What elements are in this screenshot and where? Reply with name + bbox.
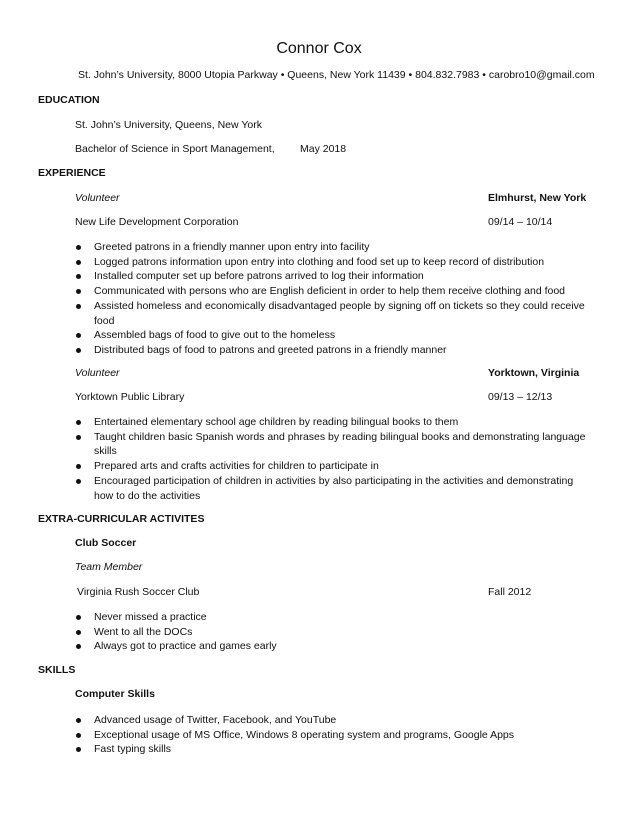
list-item: Assembled bags of food to give out to the homeless: [75, 328, 590, 343]
list-item: Assisted homeless and economically disadvantaged people by signing off on tickets so they could receive food: [75, 299, 590, 328]
activity-role: Team Member: [75, 561, 143, 573]
section-heading-education: EDUCATION: [38, 94, 100, 106]
job-bullet-list: [75, 240, 590, 358]
resume-name: Connor Cox: [276, 40, 362, 57]
job-organization: New Life Development Corporation: [75, 216, 239, 228]
list-item: Prepared arts and crafts activities for children to participate in: [75, 459, 590, 474]
job-title: Volunteer: [75, 192, 120, 204]
activity-name: Club Soccer: [75, 537, 137, 549]
job-location: Yorktown, Virginia: [488, 367, 580, 379]
list-item: Never missed a practice: [75, 610, 590, 625]
list-item: Logged patrons information upon entry into clothing and food set up to keep record of distribution: [75, 255, 590, 270]
list-item: Advanced usage of Twitter, Facebook, and YouTube: [75, 713, 590, 728]
job-dates: 09/13 – 12/13: [488, 391, 553, 403]
list-item: Always got to practice and games early: [75, 639, 590, 654]
job-location: Elmhurst, New York: [488, 192, 587, 204]
list-item: Installed computer set up before patrons arrived to log their information: [75, 269, 590, 284]
activity-bullet-list: [75, 610, 590, 654]
section-heading-experience: EXPERIENCE: [38, 167, 106, 179]
job-bullet-list: [75, 415, 590, 503]
list-item: Fast typing skills: [75, 742, 590, 757]
list-item: Communicated with persons who are English deficient in order to help them receive clothing and food: [75, 284, 590, 299]
contact-line: St. John’s University, 8000 Utopia Parkway • Queens, New York 11439 • 804.832.7983 • carobro10@gmail.com: [78, 69, 595, 81]
job-title: Volunteer: [75, 367, 120, 379]
list-item: Exceptional usage of MS Office, Windows 8 operating system and programs, Google Apps: [75, 728, 590, 743]
activity-organization: Virginia Rush Soccer Club: [77, 586, 200, 598]
list-item: Taught children basic Spanish words and phrases by reading bilingual books and demonstrating language skills: [75, 430, 590, 459]
education-degree: Bachelor of Science in Sport Management,: [75, 143, 275, 155]
list-item: Encouraged participation of children in activities by also participating in the activities and demonstrating how to do the activities: [75, 474, 590, 503]
list-item: Entertained elementary school age children by reading bilingual books to them: [75, 415, 590, 430]
education-date: May 2018: [300, 143, 347, 155]
skills-category: Computer Skills: [75, 688, 155, 700]
list-item: Greeted patrons in a friendly manner upon entry into facility: [75, 240, 590, 255]
job-dates: 09/14 – 10/14: [488, 216, 553, 228]
list-item: Went to all the DOCs: [75, 625, 590, 640]
list-item: Distributed bags of food to patrons and greeted patrons in a friendly manner: [75, 343, 590, 358]
job-organization: Yorktown Public Library: [75, 391, 185, 403]
skills-bullet-list: [75, 713, 590, 757]
education-school: St. John’s University, Queens, New York: [75, 119, 262, 131]
section-heading-skills: SKILLS: [38, 664, 76, 676]
activity-dates: Fall 2012: [488, 586, 532, 598]
section-heading-extracurricular: EXTRA-CURRICULAR ACTIVITES: [38, 513, 205, 525]
